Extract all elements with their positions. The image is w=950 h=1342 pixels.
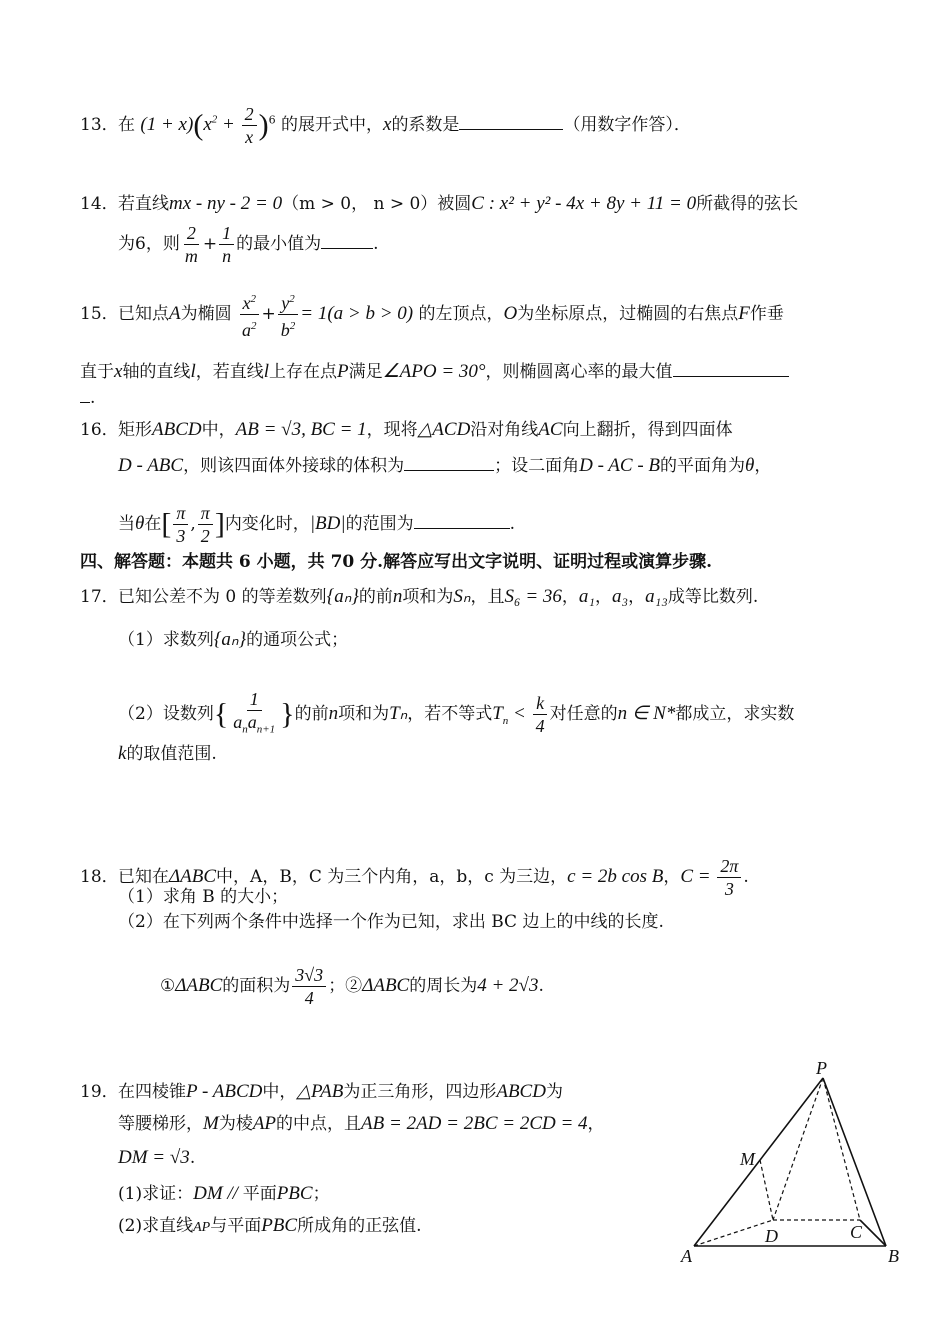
question-19: 19．在四棱锥P - ABCD中，△PAB为正三角形，四边形ABCD为 xyxy=(80,1081,563,1102)
section-4-heading: 四、解答题：本题共 6 小题，共 70 分.解答应写出文字说明、证明过程或演算步骤. xyxy=(80,552,712,572)
q13-number: 13． xyxy=(80,115,119,135)
question-16-line2: D - ABC，则该四面体外接球的体积为 ；设二面角D - AC - B的平面角为θ， xyxy=(118,452,771,478)
label-a: A xyxy=(681,1246,692,1266)
question-14: 14．若直线mx - ny - 2 = 0（m > 0， n > 0）被圆C : x² + y² - 4x + 8y + 11 = 0所截得的弦长 xyxy=(80,193,799,214)
question-18-part1: （1）求角 B 的大小； xyxy=(118,887,289,907)
label-d: D xyxy=(765,1226,778,1246)
label-p: P xyxy=(816,1060,827,1078)
question-14-line2: 为6，则 $\frac{2}{m}$ + $\frac{1}{n}$ 的最小值为 . xyxy=(118,223,379,266)
question-18-part2: （2）在下列两个条件中选择一个作为已知，求出 BC 边上的中线的长度. xyxy=(118,912,664,932)
label-b: B xyxy=(888,1246,899,1266)
question-19-part2: (2)求直线AP与平面PBC所成角的正弦值. xyxy=(118,1215,422,1236)
label-m: M xyxy=(740,1149,755,1169)
question-17-line-end: k的取值范围. xyxy=(118,743,217,764)
question-18-choices: ①ΔABC的面积为 $\frac{3√3}{4}$ ；②ΔABC的周长为4 + 2√3. xyxy=(160,965,544,1008)
question-19-part1: (1)求证：DM // 平面PBC； xyxy=(118,1183,330,1204)
edge-pc xyxy=(823,1078,860,1220)
question-15: 15．已知点A为椭圆 $\frac{x^2}{a^2}$ + $\frac{y^2}{b^2}$ = 1(a > b > 0) 的左顶点，O为坐标原点，过椭圆的右焦点F作垂 xyxy=(80,288,784,341)
label-c: C xyxy=(850,1222,863,1242)
question-17: 17．已知公差不为 0 的等差数列{aₙ}的前n项和为Sₙ，且S₆ = 36，a₁，a₃，a₁₃成等比数列. xyxy=(80,586,759,607)
edge-bc xyxy=(860,1220,886,1246)
question-17-part2: （2）设数列{ $\frac{1}{a_na_{n+1}}$ }的前n项和为Tₙ，若不等式$T_n$ < $\frac{k}{4}$ 对任意的n ∈ N*都成立，求实数 xyxy=(118,689,795,736)
question-19-line3: DM = √3. xyxy=(118,1147,196,1168)
question-16-line3: 当θ在[ $\frac{\pi}{3}$ , $\frac{\pi}{2}$ ]内变化时，|BD|的范围为 . xyxy=(118,503,515,546)
question-19-line2: 等腰梯形，M为棱AP的中点，且AB = 2AD = 2BC = 2CD = 4， xyxy=(118,1113,605,1134)
answer-blank xyxy=(459,111,563,130)
edge-pd xyxy=(773,1078,823,1220)
question-13: 13．在 $(1 + x)(x^2$ + $\frac{2}{x}$ )$^6$ 的展开式中，x的系数是 （用数字作答）． xyxy=(80,104,691,147)
question-15-line2: 直于x轴的直线l，若直线l上存在点P满足∠APO = 30°，则椭圆离心率的最大值 xyxy=(80,358,789,384)
pyramid-figure xyxy=(680,1060,910,1270)
segment-md xyxy=(760,1160,773,1220)
question-16: 16．矩形ABCD中，AB = √3, BC = 1，现将△ACD沿对角线AC向上翻折，得到四面体 xyxy=(80,419,733,440)
question-17-part1: （1）求数列{aₙ}的通项公式； xyxy=(118,629,349,650)
edge-ad xyxy=(694,1220,773,1246)
edge-pa xyxy=(694,1078,823,1246)
edge-pb xyxy=(823,1078,886,1246)
question-18: 18．已知在ΔABC中，A，B，C 为三个内角，a，b，c 为三边，c = 2b cos B，C = $\frac{2\pi}{3}$ . xyxy=(80,856,749,899)
question-15-line3: . xyxy=(80,384,95,410)
